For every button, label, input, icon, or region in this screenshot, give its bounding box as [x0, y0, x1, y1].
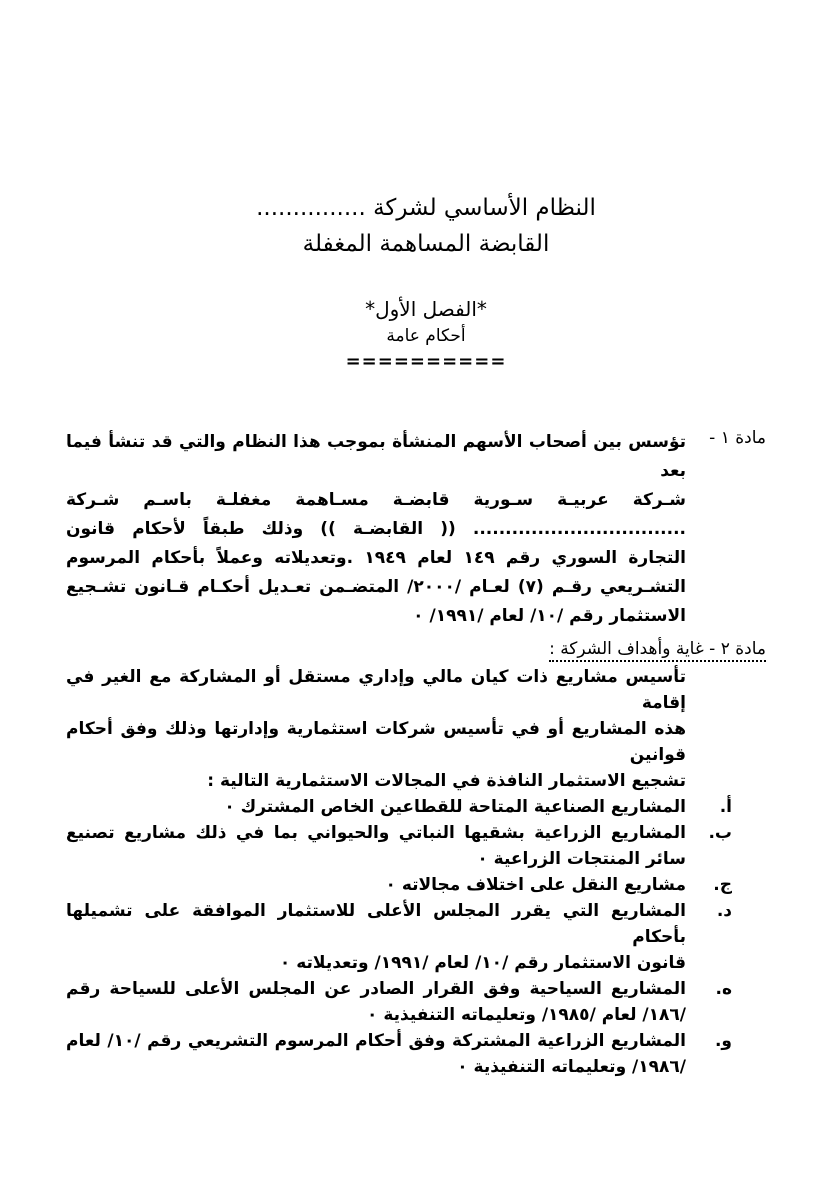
list-item	[66, 1028, 766, 1080]
chapter-subtitle: أحكام عامة	[386, 326, 466, 346]
article-2-label: مادة ٢ - غاية وأهداف الشركة :	[549, 639, 766, 662]
objectives-list	[66, 794, 766, 1080]
article-1-line: شـركة عربيـة سـورية قابضـة مسـاهمة مغفلـة باسـم شـركة	[66, 490, 686, 510]
list-item-marker: ه.	[715, 979, 732, 999]
article-1-line: ................................. (( القابضـة )) وذلك طبقاً لأحكام قانون	[66, 519, 686, 539]
article-2-intro-line: هذه المشاريع أو في تأسيس شركات استثمارية وإدارتها وذلك وفق أحكام قوانين	[66, 719, 686, 765]
list-item-text: المشاريع السياحية وفق القرار الصادر عن المجلس الأعلى للسياحة رقم	[66, 979, 686, 999]
article-1-line: تؤسس بين أصحاب الأسهم المنشأة بموجب هذا النظام والتي قد تنشأ فيما بعد	[66, 432, 686, 481]
article-1-line: الاستثمار رقم /١٠/ لعام /١٩٩١/ ٠	[413, 606, 686, 626]
article-2-heading	[66, 636, 766, 662]
list-item	[66, 820, 766, 872]
list-item-text: مشاريع النقل على اختلاف مجالاته ٠	[385, 875, 686, 895]
list-item-marker: ج.	[713, 875, 732, 895]
list-item-marker: و.	[714, 1031, 732, 1051]
list-item-text: قانون الاستثمار رقم /١٠/ لعام /١٩٩١/ وتعديلاته ٠	[279, 953, 686, 973]
list-item-text: المشاريع التي يقرر المجلس الأعلى للاستثمار الموافقة على تشميلها بأحكام	[66, 901, 686, 947]
list-item	[66, 872, 766, 898]
article-1	[66, 428, 766, 631]
chapter-divider: ==========	[345, 351, 507, 372]
article-2-intro-line: تشجيع الاستثمار النافذة في المجالات الاستثمارية التالية :	[207, 771, 686, 791]
list-item	[66, 898, 766, 976]
document-title	[0, 190, 832, 262]
article-2-intro-line: تأسيس مشاريع ذات كيان مالي وإداري مستقل أو المشاركة مع الغير في إقامة	[66, 667, 686, 713]
list-item-text: سائر المنتجات الزراعية ٠	[477, 849, 686, 869]
article-1-body	[66, 428, 686, 631]
list-item-marker: د.	[716, 901, 732, 921]
list-item	[66, 976, 766, 1028]
list-item-text: /١٩٨٦/ وتعليماته التنفيذية ٠	[457, 1057, 686, 1077]
list-item-marker: أ.	[719, 797, 732, 817]
list-item-text: /١٨٦/ لعام /١٩٨٥/ وتعليماته التنفيذية ٠	[367, 1005, 686, 1025]
chapter-title: *الفصل الأول*	[365, 297, 487, 321]
article-1-line: التشـريعي رقـم (٧) لعـام /٢٠٠٠/ المتضـمن تعـديل أحكـام قـانون تشـجيع	[66, 577, 686, 597]
list-item-text: المشاريع الزراعية بشقيها النباتي والحيواني بما في ذلك مشاريع تصنيع	[66, 823, 686, 843]
title-line-2: القابضة المساهمة المغفلة	[302, 231, 550, 257]
list-item	[66, 794, 766, 820]
title-line-1: النظام الأساسي لشركة ...............	[256, 195, 596, 221]
article-1-line: التجارة السوري رقم ١٤٩ لعام ١٩٤٩ .وتعديلاته وعملاً بأحكام المرسوم	[66, 548, 686, 568]
article-2-intro	[66, 664, 686, 794]
article-1-label: مادة ١ -	[709, 428, 766, 448]
list-item-marker: ب.	[708, 823, 732, 843]
chapter-heading	[0, 295, 832, 375]
article-2	[66, 636, 766, 1080]
list-item-text: المشاريع الصناعية المتاحة للقطاعين الخاص المشترك ٠	[224, 797, 686, 817]
list-item-text: المشاريع الزراعية المشتركة وفق أحكام المرسوم التشريعي رقم /١٠/ لعام	[66, 1031, 686, 1051]
